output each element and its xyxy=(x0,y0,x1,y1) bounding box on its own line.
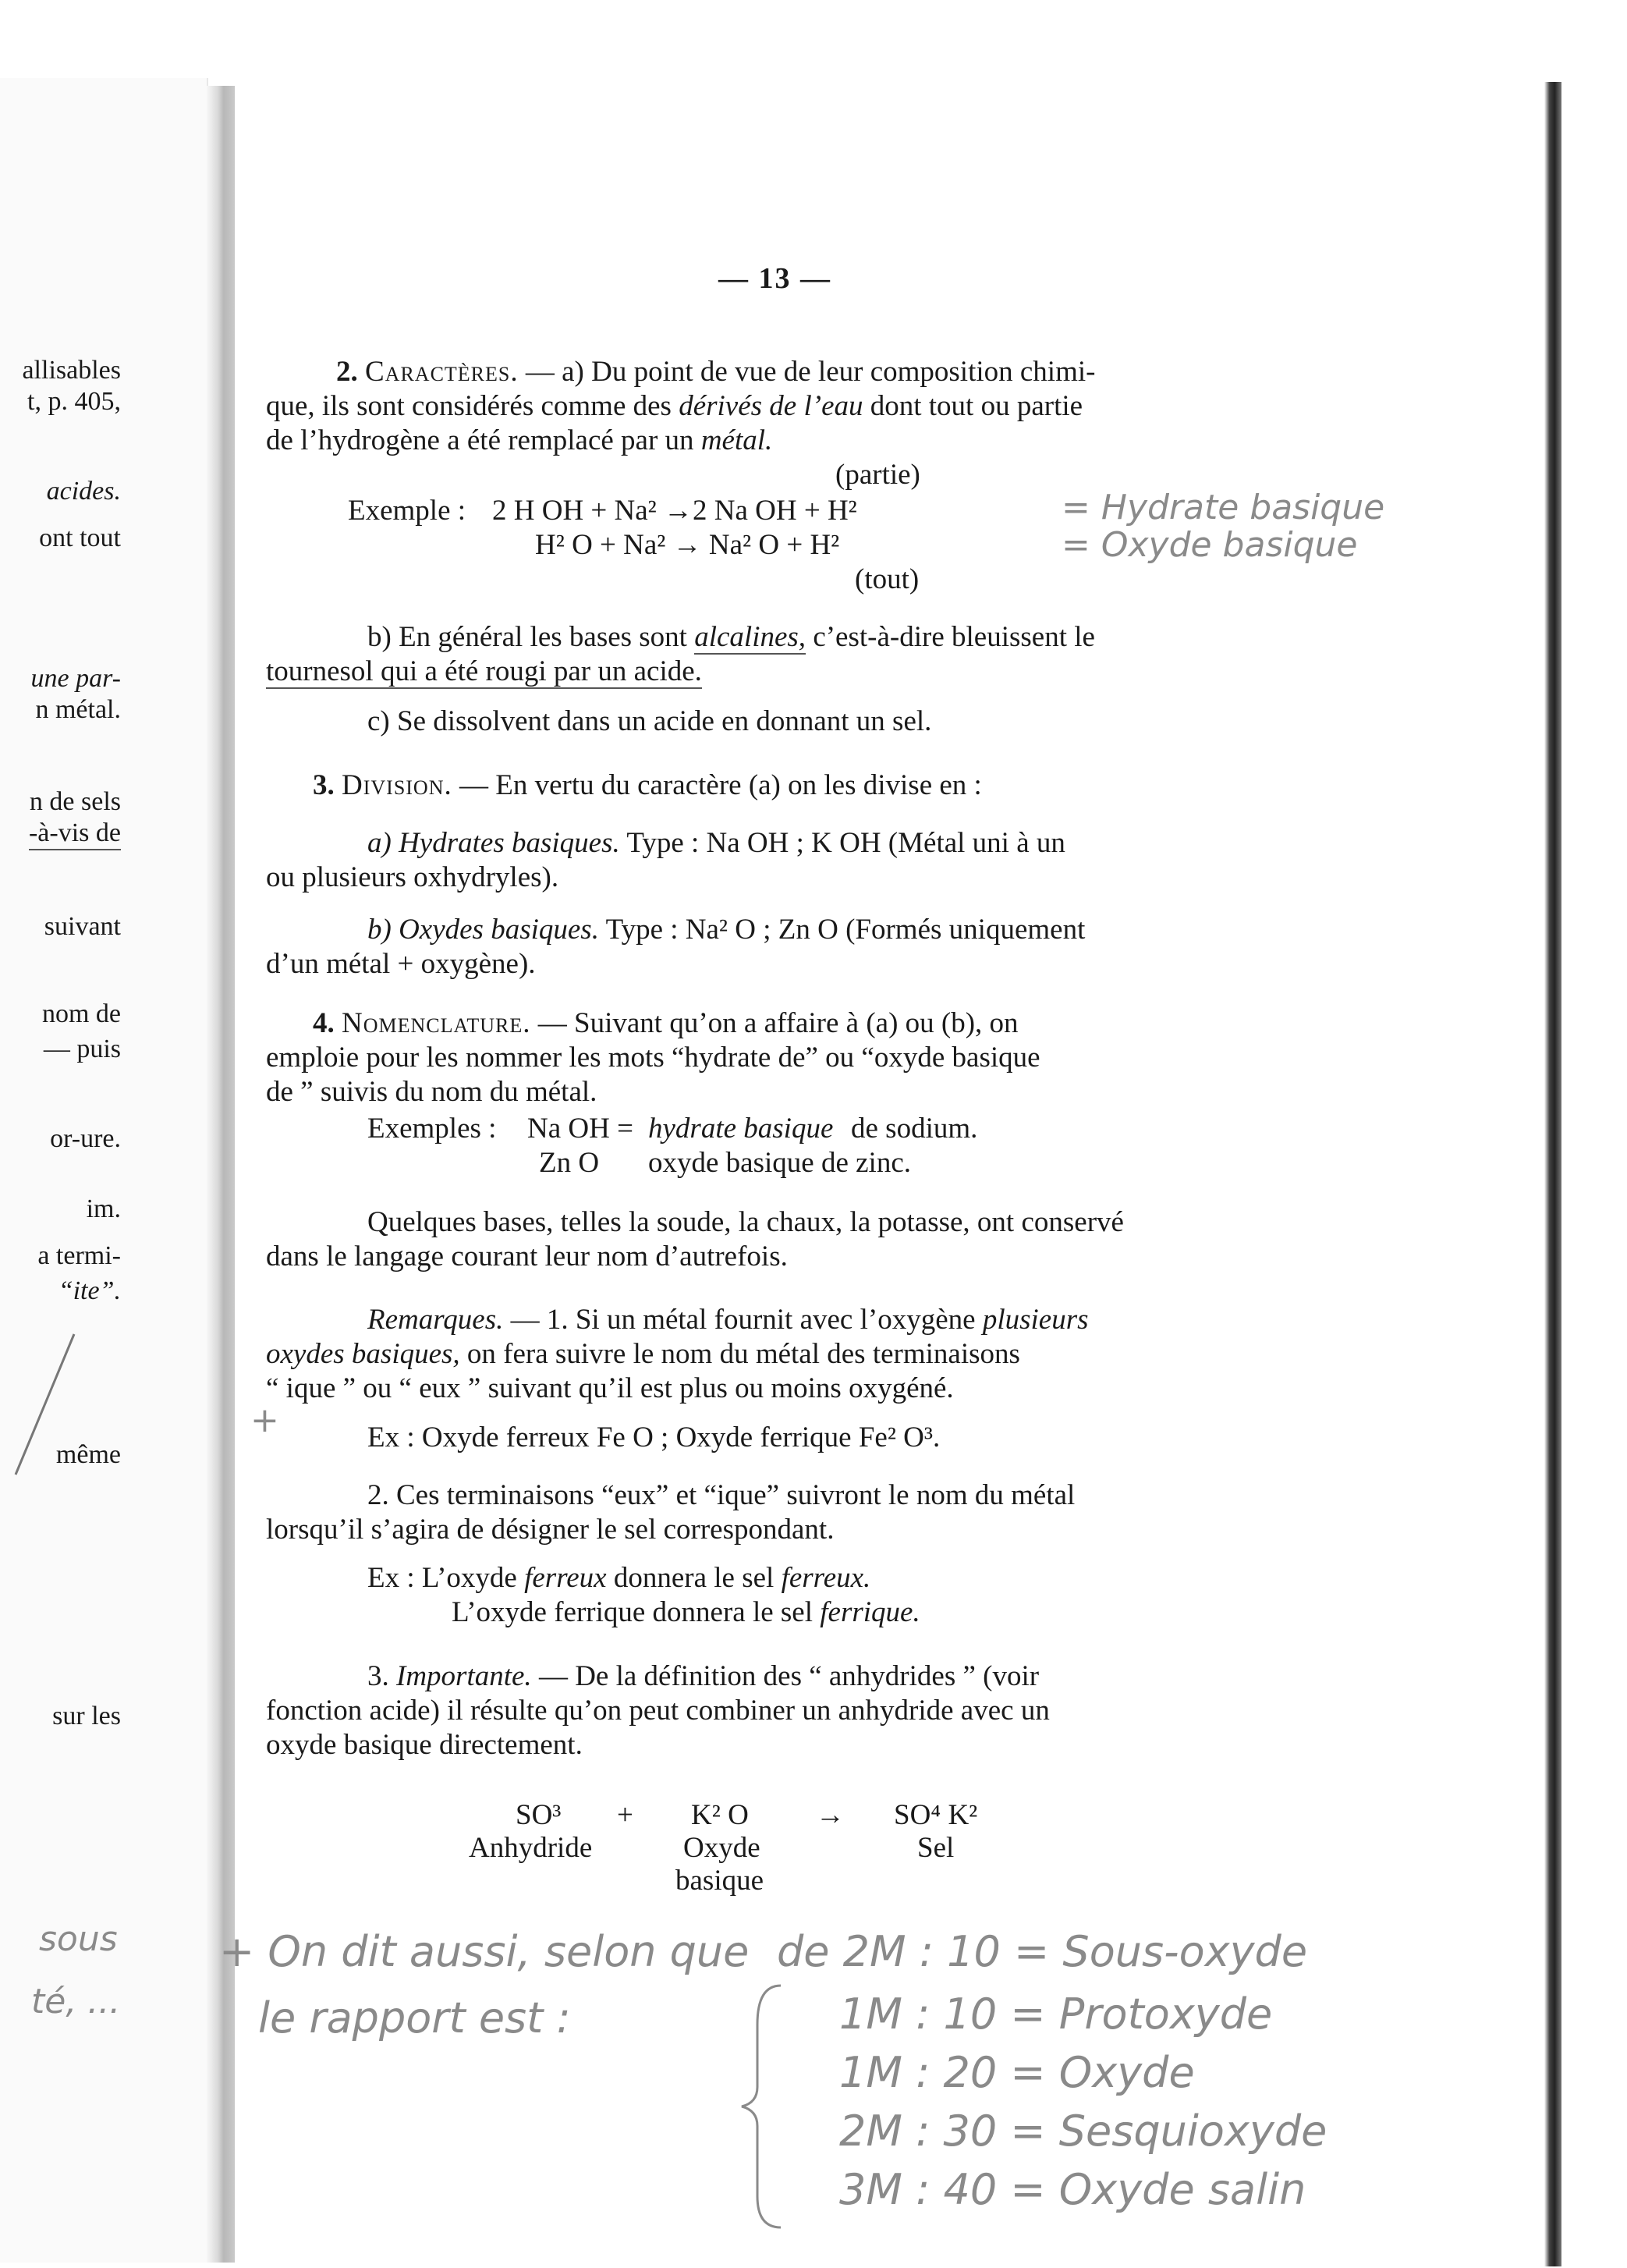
left-line: t, p. 405, xyxy=(27,387,121,416)
left-handwriting: té, ... xyxy=(31,1982,121,2021)
section-3-b-line-1 xyxy=(266,913,1338,947)
left-line: acides. xyxy=(46,477,121,506)
handwritten-note: + On dit aussi, selon que xyxy=(219,1927,750,1976)
body-text-italic: b) Oxydes basiques. xyxy=(367,914,599,946)
left-line: n métal. xyxy=(35,695,121,724)
section-3-heading xyxy=(266,768,1338,803)
body-text-italic: dérivés de l’eau xyxy=(679,390,863,422)
body-text: — De la définition des “ anhydrides ” (voir xyxy=(538,1660,1040,1692)
left-handwriting: sous xyxy=(39,1919,118,1959)
handwritten-note: = Oxyde basique xyxy=(1062,525,1358,565)
section-3-b-line-2: d’un métal + oxygène). xyxy=(266,948,536,980)
reaction-label: basique xyxy=(675,1865,764,1897)
body-text-italic: Importante. xyxy=(396,1660,532,1692)
section-number: 3. xyxy=(313,769,335,801)
section-2-b-line-1 xyxy=(266,620,1338,655)
section-4-line-2: emploie pour les nommer les mots “hydrate de” ou “oxyde basique xyxy=(266,1042,1040,1074)
page-number: — 13 — xyxy=(718,262,831,295)
section-3-a-line-1 xyxy=(266,826,1338,861)
section-2-line-2 xyxy=(266,389,1338,424)
left-line: allisables xyxy=(22,356,121,385)
handwritten-ratio: 3M : 40 = Oxyde salin xyxy=(839,2165,1306,2214)
right-page xyxy=(219,82,1545,2266)
remark-3-line-3: oxyde basique directement. xyxy=(266,1729,583,1761)
left-line: même xyxy=(55,1440,121,1469)
reaction-label: Anhydride xyxy=(469,1832,593,1864)
remark-1-example: Ex : Oxyde ferreux Fe O ; Oxyde ferrique Fe² O³. xyxy=(367,1421,941,1453)
equation-2: H² O + Na² → Na² O + H² xyxy=(535,529,840,561)
reaction-label: Sel xyxy=(917,1832,955,1864)
handwritten-note: = Hydrate basique xyxy=(1062,488,1385,527)
section-title: Caractères. xyxy=(365,356,519,388)
body-text: Type : Na² O ; Zn O (Formés uniquement xyxy=(605,914,1086,946)
reaction-so4k2: SO⁴ K² xyxy=(894,1799,978,1831)
body-text-italic: Remarques. xyxy=(367,1304,504,1336)
reaction-so3: SO³ xyxy=(516,1799,562,1831)
body-text: 3. xyxy=(367,1660,389,1692)
left-line: im. xyxy=(86,1194,121,1223)
body-text: — Suivant qu’on a affaire à (a) ou (b), on xyxy=(537,1007,1019,1039)
example-label: Exemple : xyxy=(348,495,466,527)
examples-label: Exemples : xyxy=(367,1113,497,1145)
handwritten-brace-icon xyxy=(734,1978,796,2235)
section-title: Division. xyxy=(342,769,452,801)
section-2-line-3 xyxy=(266,424,1338,458)
handwritten-ratio: de 2M : 10 = Sous-oxyde xyxy=(777,1927,1308,1976)
body-text: Ex : L’oxyde xyxy=(367,1562,517,1594)
handwritten-ratio: 2M : 30 = Sesquioxyde xyxy=(839,2107,1327,2156)
body-text: tournesol qui a été rougi par un acide. xyxy=(266,655,702,687)
handwritten-note: le rapport est : xyxy=(258,1993,571,2043)
body-text: — a) Du point de vue de leur composition chimi- xyxy=(525,356,1096,388)
section-number: 2. xyxy=(336,356,358,388)
body-text-italic: plusieurs xyxy=(982,1304,1089,1336)
handwritten-plus-mark: + xyxy=(250,1400,279,1440)
body-text: donnera le sel xyxy=(613,1562,775,1594)
body-text-italic: ferreux. xyxy=(781,1562,871,1594)
handwritten-ratio: 1M : 10 = Protoxyde xyxy=(839,1989,1273,2039)
equation-1: 2 H OH + Na² →2 Na OH + H² xyxy=(492,495,857,527)
left-line: or-ure. xyxy=(50,1124,121,1153)
left-line: une par- xyxy=(30,664,121,693)
section-4-para-line-1: Quelques bases, telles la soude, la chaux, la potasse, ont conservé xyxy=(367,1206,1124,1238)
reaction-plus: + xyxy=(617,1799,633,1831)
handwritten-ratio: 1M : 20 = Oxyde xyxy=(839,2048,1195,2097)
left-line: suivant xyxy=(44,912,121,941)
example-name-italic: hydrate basique xyxy=(648,1113,834,1145)
body-text-italic: ferrique. xyxy=(820,1596,920,1628)
remark-2-line-1: 2. Ces terminaisons “eux” et “ique” suivront le nom du métal xyxy=(367,1479,1076,1511)
reaction-arrow: → xyxy=(816,1799,845,1831)
section-4-line-1 xyxy=(266,1006,1338,1041)
pencil-stroke-icon xyxy=(0,1326,94,1498)
remark-3-line-2: fonction acide) il résulte qu’on peut combiner un anhydride avec un xyxy=(266,1695,1050,1727)
page-edge xyxy=(1544,82,1561,2266)
example-formula: Zn O xyxy=(539,1147,600,1179)
example-formula: Na OH = xyxy=(527,1113,633,1145)
label-tout: (tout) xyxy=(855,563,920,595)
section-2-c: c) Se dissolvent dans un acide en donnant un sel. xyxy=(367,705,932,737)
section-4-para-line-2: dans le langage courant leur nom d’autrefois. xyxy=(266,1240,788,1272)
body-text: on fera suivre le nom du métal des terminaisons xyxy=(466,1338,1020,1370)
remark-1-line-2 xyxy=(266,1337,1338,1372)
body-text: c’est-à-dire bleuissent le xyxy=(813,621,1095,653)
remark-3-line-1 xyxy=(266,1659,1338,1694)
left-line: nom de xyxy=(41,999,121,1028)
body-text: Type : Na OH ; K OH (Métal uni à un xyxy=(626,827,1065,859)
body-text: — 1. Si un métal fournit avec l’oxygène xyxy=(510,1304,976,1336)
section-3-a-line-2: ou plusieurs oxhydryles). xyxy=(266,861,559,893)
reaction-label: Oxyde xyxy=(683,1832,760,1864)
section-2-b-line-2 xyxy=(266,655,1338,689)
body-text: — En vertu du caractère (a) on les divise en : xyxy=(459,769,982,801)
remark-2-line-2: lorsqu’il s’agira de désigner le sel correspondant. xyxy=(266,1514,835,1546)
body-text-italic: métal. xyxy=(700,424,773,456)
section-number: 4. xyxy=(313,1007,335,1039)
section-2-line-1 xyxy=(266,355,1338,389)
body-text-italic: a) Hydrates basiques. xyxy=(367,827,620,859)
example-name: oxyde basique de zinc. xyxy=(648,1147,911,1179)
body-text-italic: alcalines, xyxy=(694,621,806,653)
body-text: dont tout ou partie xyxy=(870,390,1083,422)
body-text: de l’hydrogène a été remplacé par un xyxy=(266,424,694,456)
left-line: a termi- xyxy=(37,1241,121,1270)
remark-1-line-1 xyxy=(266,1303,1338,1337)
reaction-k2o: K² O xyxy=(691,1799,749,1831)
body-text: que, ils sont considérés comme des xyxy=(266,390,672,422)
left-line: sur les xyxy=(52,1702,121,1730)
remark-1-line-3: “ ique ” ou “ eux ” suivant qu’il est plus ou moins oxygéné. xyxy=(266,1372,954,1404)
left-line: -à-vis de xyxy=(29,818,121,850)
example-name: de sodium. xyxy=(851,1113,978,1145)
section-4-line-3: de ” suivis du nom du métal. xyxy=(266,1076,597,1108)
body-text: L’oxyde ferrique donnera le sel xyxy=(452,1596,814,1628)
left-line: — puis xyxy=(43,1035,121,1063)
remark-2-example-1 xyxy=(367,1561,870,1595)
left-page-fragment xyxy=(0,78,208,2263)
left-line: “ite”. xyxy=(58,1276,121,1305)
left-line: ont tout xyxy=(39,524,121,552)
body-text-italic: oxydes basiques, xyxy=(266,1338,460,1370)
left-line: n de sels xyxy=(29,787,121,816)
body-text: b) En général les bases sont xyxy=(367,621,687,653)
label-partie: (partie) xyxy=(835,459,920,491)
remark-2-example-2 xyxy=(452,1595,920,1629)
section-title: Nomenclature. xyxy=(342,1007,531,1039)
body-text-italic: ferreux xyxy=(524,1562,607,1594)
